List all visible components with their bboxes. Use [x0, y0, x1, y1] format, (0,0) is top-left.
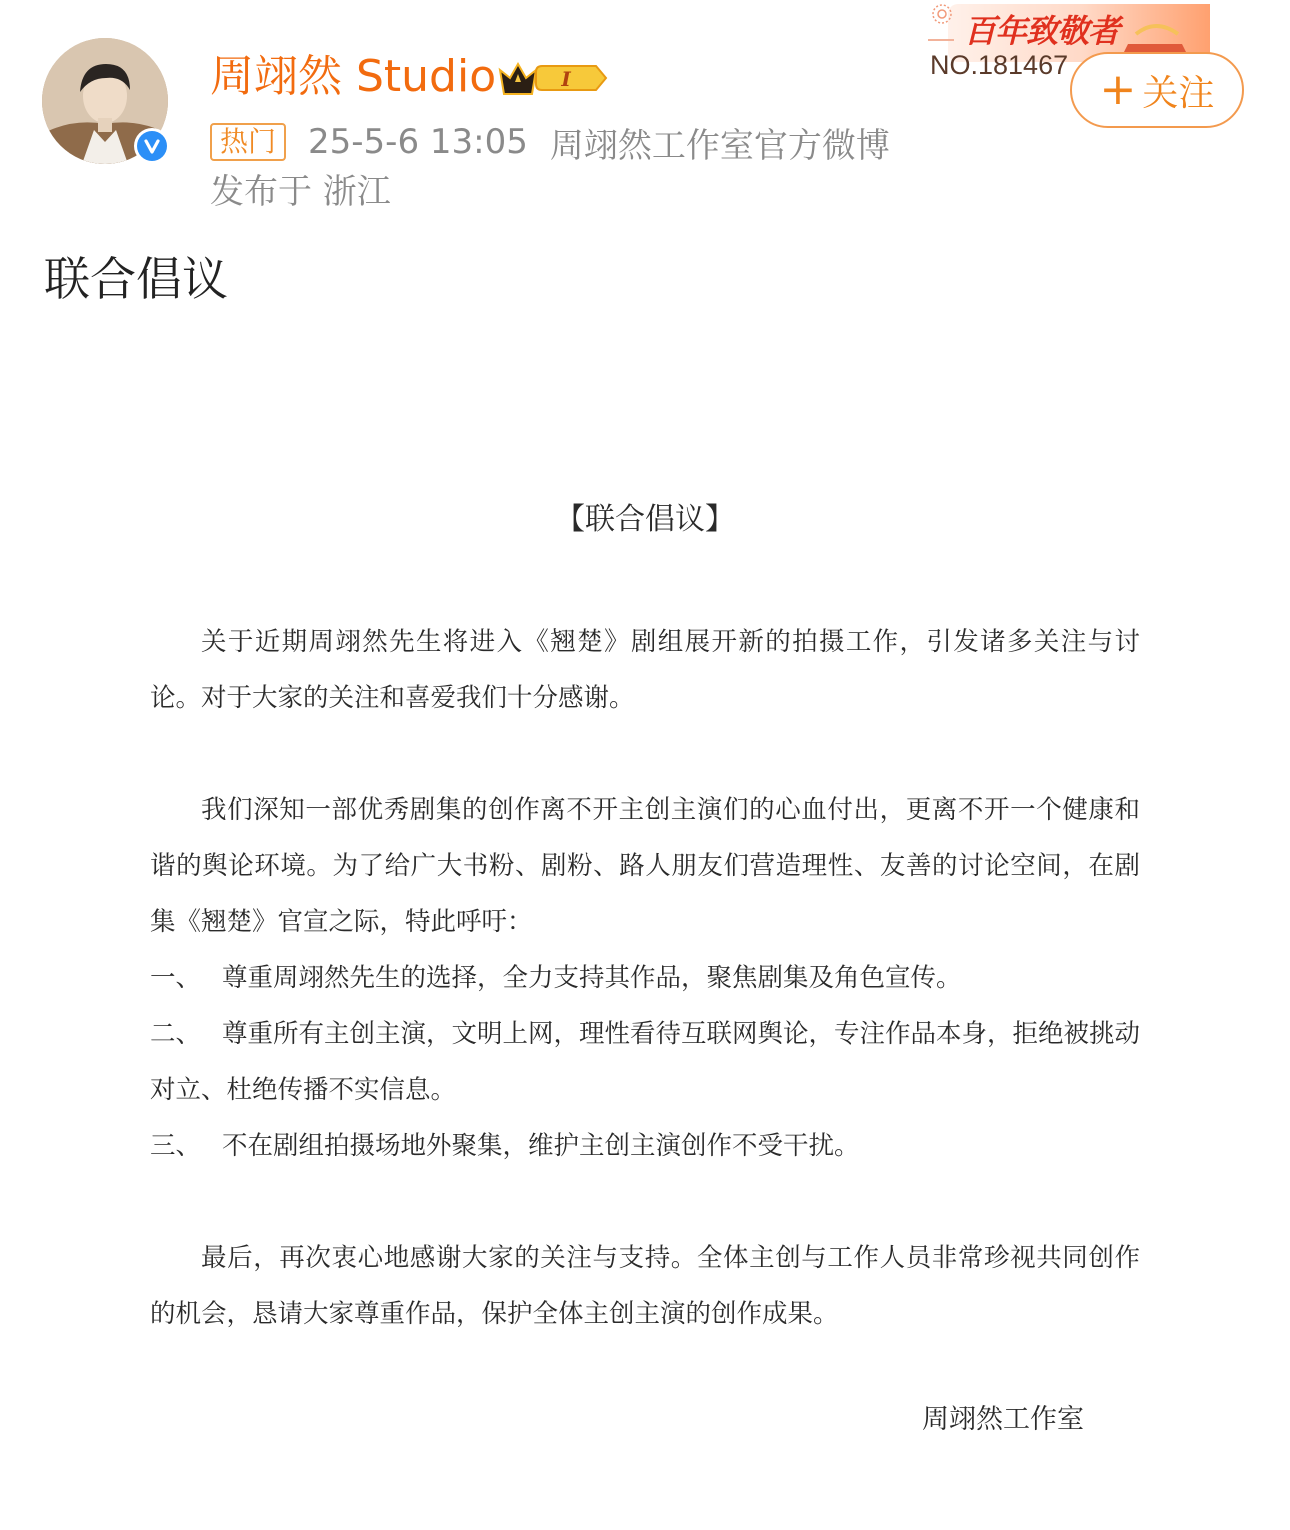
hot-badge: 热门 — [210, 123, 286, 161]
post-time: 25-5-6 13:05 — [308, 122, 528, 162]
plus-icon: + — [1099, 64, 1137, 115]
follow-button[interactable] — [1070, 52, 1244, 128]
item-number: 一、 — [150, 963, 202, 993]
item-text: 尊重周翊然先生的选择，全力支持其作品，聚焦剧集及角色宣传。 — [222, 963, 962, 993]
vip-level: I — [561, 67, 571, 91]
avatar-container[interactable] — [42, 38, 168, 164]
item-number: 二、 — [150, 1019, 202, 1049]
document-item-1 — [150, 950, 1140, 1006]
document-paragraph-2: 我们深知一部优秀剧集的创作离不开主创主演们的心血付出，更离不开一个健康和谐的舆论环境。为了给广大书粉、剧粉、路人朋友们营造理性、友善的讨论空间，在剧集《翘楚》官宣之际，特此呼吁： — [150, 795, 1140, 937]
document-paragraph-3: 最后，再次衷心地感谢大家的关注与支持。全体主创与工作人员非常珍视共同创作的机会，恳请大家尊重作品，保护全体主创主演的创作成果。 — [150, 1243, 1140, 1329]
campaign-title: 百年致敬者 — [964, 12, 1120, 50]
follow-label: 关注 — [1142, 72, 1215, 114]
post-meta — [210, 118, 890, 166]
item-number: 三、 — [150, 1131, 202, 1161]
document-image[interactable] — [0, 360, 1290, 1530]
document-title: 【联合倡议】 — [555, 502, 735, 537]
document-item-2 — [150, 1006, 1140, 1118]
post-text: 联合倡议 — [44, 252, 228, 306]
verified-badge — [134, 128, 170, 164]
vip-crown-icon[interactable] — [496, 56, 610, 100]
post-location: 发布于 浙江 — [210, 172, 391, 212]
verified-icon — [137, 131, 167, 161]
item-text: 不在剧组拍摄场地外聚集，维护主创主演创作不受干扰。 — [222, 1131, 860, 1161]
document-item-3 — [150, 1118, 1140, 1174]
document-signature: 周翊然工作室 — [922, 1404, 1084, 1435]
item-text: 尊重所有主创主演，文明上网，理性看待互联网舆论，专注作品本身，拒绝被挑动对立、杜绝传播不实信息。 — [150, 1019, 1141, 1105]
user-name[interactable]: 周翊然 Studio — [210, 51, 497, 102]
document-paragraph-1: 关于近期周翊然先生将进入《翘楚》剧组展开新的拍摄工作，引发诸多关注与讨论。对于大家的关注和喜爱我们十分感谢。 — [150, 627, 1140, 713]
post-source: 周翊然工作室官方微博 — [549, 125, 890, 166]
campaign-number: NO.181467 — [930, 50, 1069, 80]
